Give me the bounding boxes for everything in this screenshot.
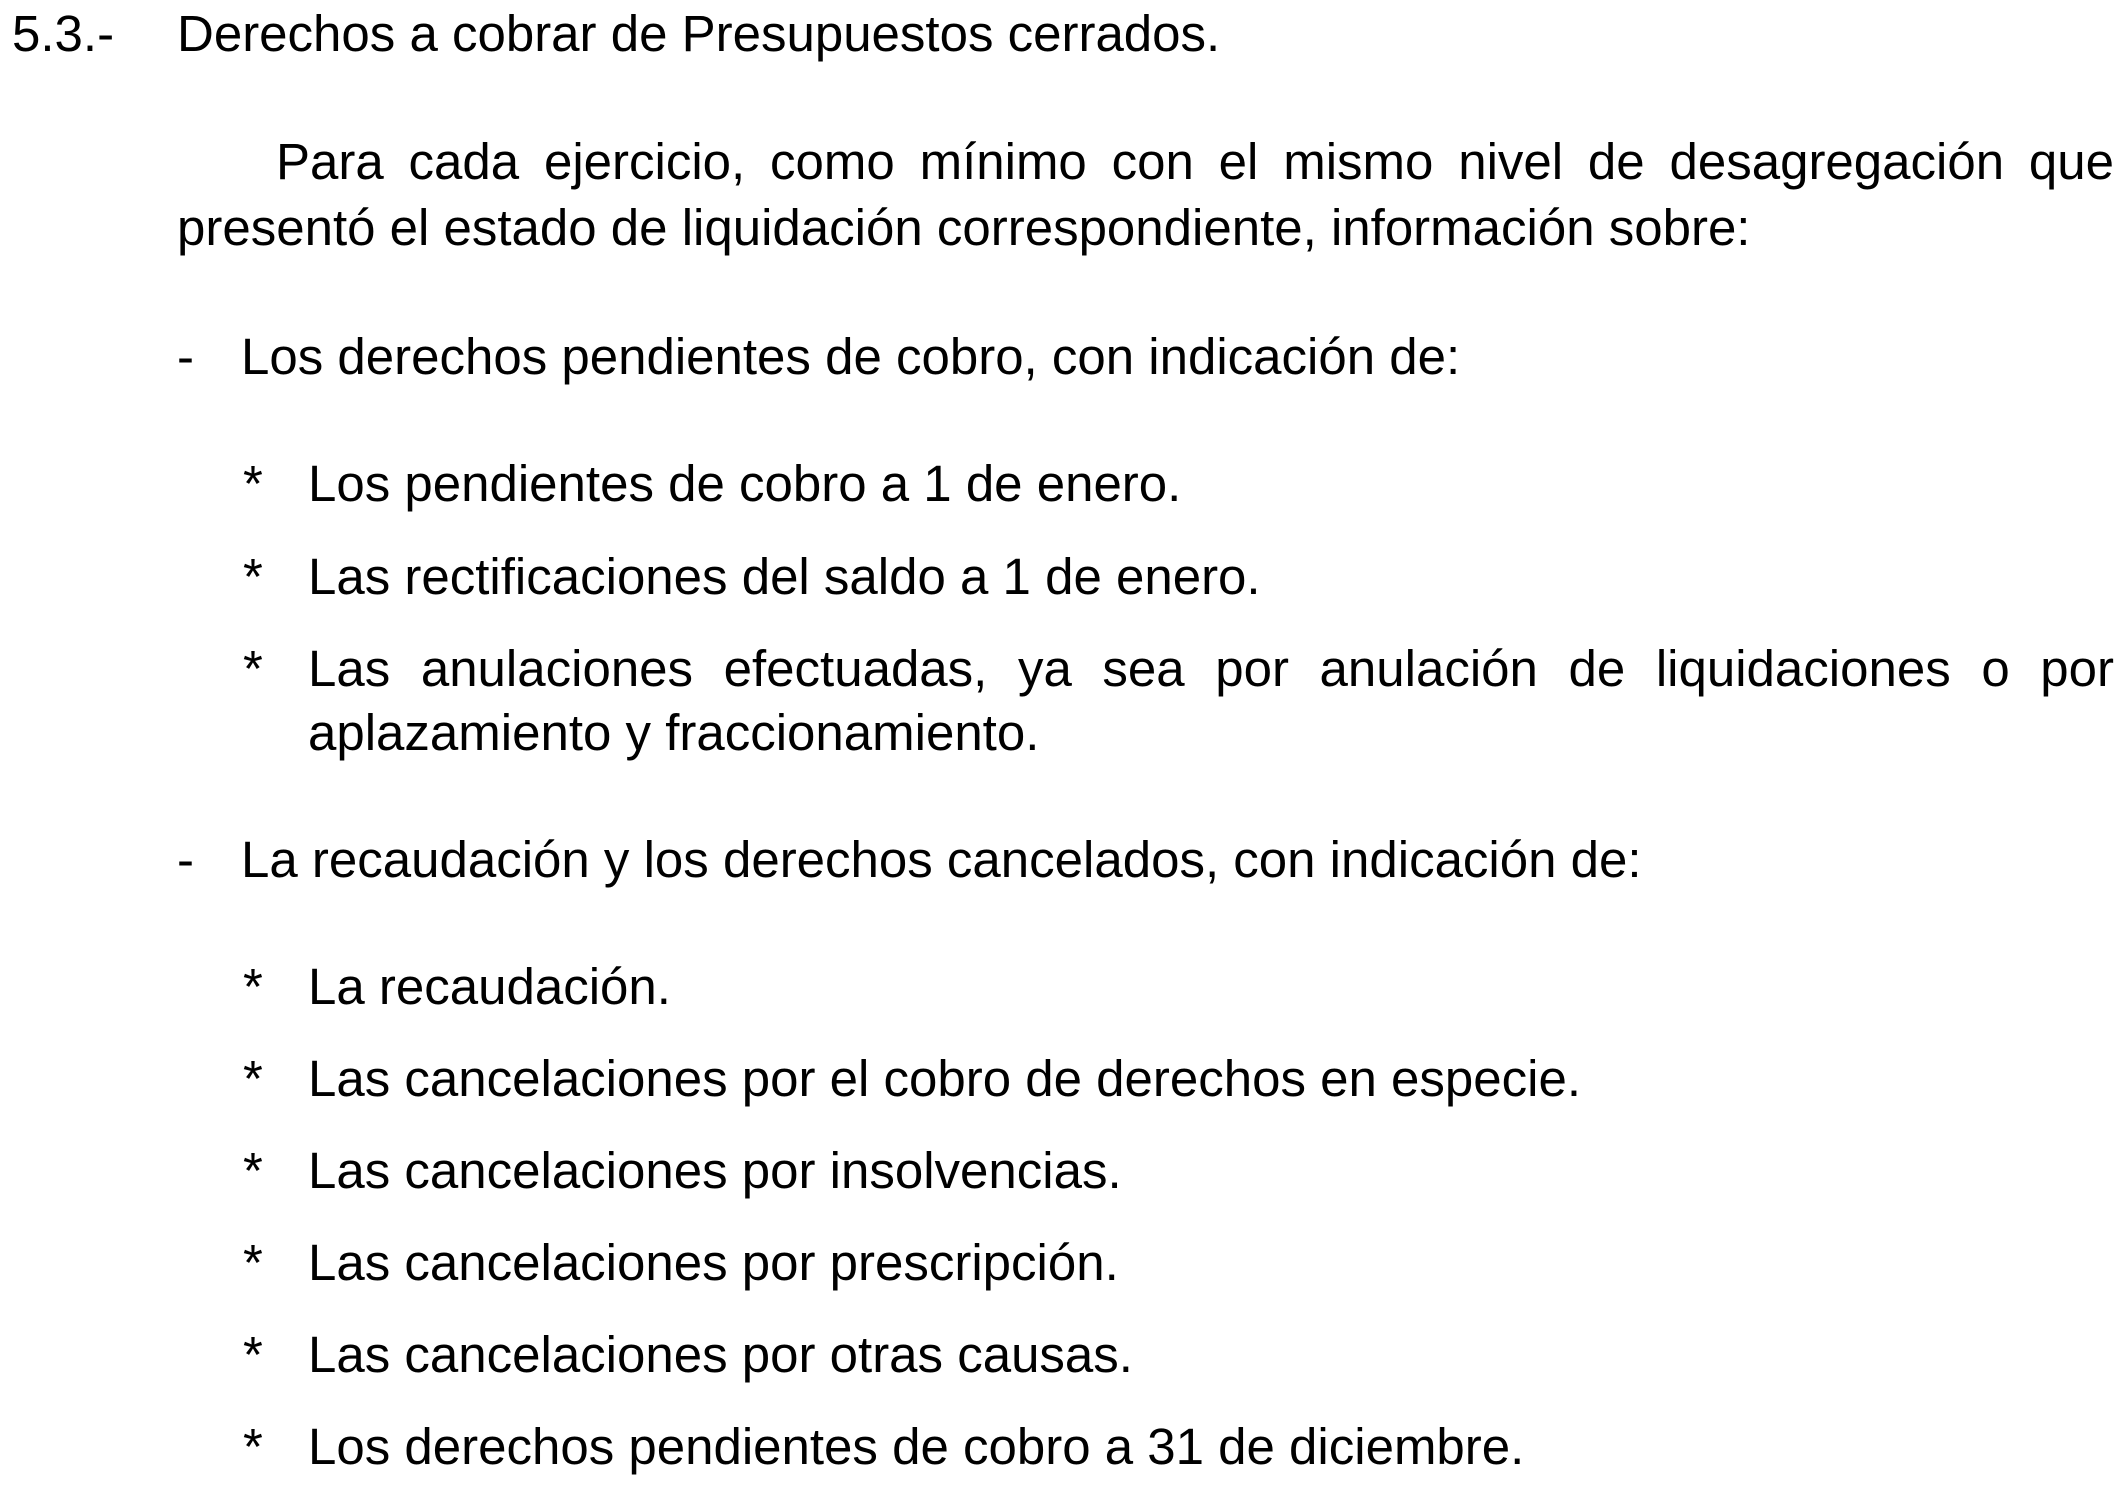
dash-marker: -	[177, 328, 194, 385]
list-item	[243, 1139, 2114, 1203]
asterisk-bullet: *	[243, 640, 263, 697]
list-item	[243, 452, 2114, 516]
section-title: Derechos a cobrar de Presupuestos cerrados.	[177, 5, 1221, 62]
list-item	[243, 1415, 2114, 1479]
list-item	[243, 637, 2114, 765]
list-item	[243, 955, 2114, 1019]
list-item-text: La recaudación.	[308, 958, 671, 1015]
section-number: 5.3.-	[12, 5, 115, 62]
list-item-text: Las rectificaciones del saldo a 1 de enero.	[308, 548, 1261, 605]
asterisk-bullet: *	[243, 1142, 263, 1199]
asterisk-bullet: *	[243, 455, 263, 512]
list-item-text: Las cancelaciones por el cobro de derechos en especie.	[308, 1050, 1581, 1107]
dash-marker: -	[177, 831, 194, 888]
asterisk-bullet: *	[243, 1234, 263, 1291]
asterisk-bullet: *	[243, 548, 263, 605]
asterisk-bullet: *	[243, 1418, 263, 1475]
list-item-text: Los derechos pendientes de cobro a 31 de diciembre.	[308, 1418, 1525, 1475]
group1-heading	[177, 325, 1460, 389]
asterisk-bullet: *	[243, 1326, 263, 1383]
section-heading	[12, 2, 1220, 66]
list-item	[243, 1231, 2114, 1295]
list-item	[243, 545, 2114, 609]
list-item-text: Las cancelaciones por prescripción.	[308, 1234, 1119, 1291]
intro-paragraph: Para cada ejercicio, como mínimo con el mismo nivel de desagregación que presentó el estado de liquidación correspondiente, información sobre:	[177, 133, 2114, 256]
asterisk-bullet: *	[243, 958, 263, 1015]
list-item-text: Los pendientes de cobro a 1 de enero.	[308, 455, 1182, 512]
group1-label: Los derechos pendientes de cobro, con indicación de:	[241, 328, 1461, 385]
list-item-text: Las anulaciones efectuadas, ya sea por anulación de liquidaciones o por aplazamiento y fraccionamiento.	[308, 640, 2114, 761]
group2-heading	[177, 828, 1642, 892]
list-item-text: Las cancelaciones por otras causas.	[308, 1326, 1133, 1383]
list-item-text: Las cancelaciones por insolvencias.	[308, 1142, 1122, 1199]
asterisk-bullet: *	[243, 1050, 263, 1107]
list-item	[243, 1323, 2114, 1387]
list-item	[243, 1047, 2114, 1111]
group2-label: La recaudación y los derechos cancelados, con indicación de:	[241, 831, 1642, 888]
